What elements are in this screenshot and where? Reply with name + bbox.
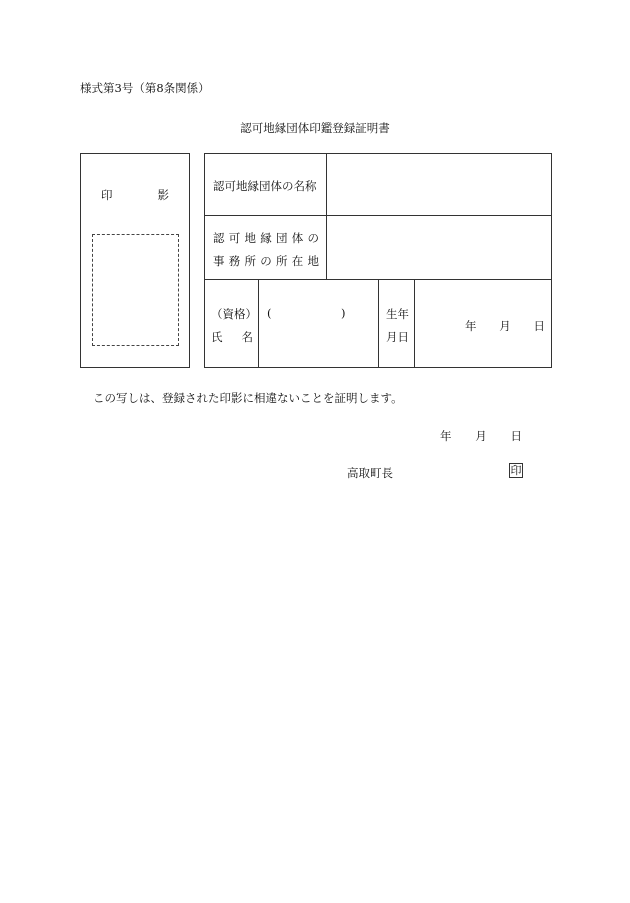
certification-statement: この写しは、登録された印影に相違ないことを証明します。 (93, 391, 403, 405)
issue-month-unit: 月 (475, 429, 487, 443)
qualification-label: （資格） (211, 307, 257, 321)
registration-info-table (204, 153, 552, 368)
office-address-value[interactable] (335, 240, 545, 258)
issuer-name: 高取町長 (347, 466, 393, 480)
office-label-line2: 事 務 所 の 所 在 地 (213, 254, 319, 268)
name-label: 氏 名 (211, 330, 253, 344)
name-value[interactable] (267, 329, 371, 347)
official-seal-mark: 印 (510, 464, 522, 477)
birth-day-unit: 日 (533, 319, 545, 333)
birth-year-unit: 年 (465, 319, 477, 333)
org-name-label: 認可地縁団体の名称 (213, 179, 317, 193)
seal-label-right: 影 (157, 188, 169, 202)
issue-date-field[interactable] (440, 428, 522, 444)
office-label-line1: 認 可 地 縁 団 体 の (213, 231, 319, 245)
qualification-close-paren: ) (341, 306, 346, 320)
birth-month-unit: 月 (499, 319, 511, 333)
issue-day-unit: 日 (510, 429, 522, 443)
name-value-divider (378, 279, 379, 367)
row-divider-1 (205, 215, 551, 216)
document-title: 認可地縁団体印鑑登録証明書 (240, 121, 390, 135)
seal-impression-area[interactable] (92, 234, 179, 346)
issue-year-unit: 年 (440, 429, 452, 443)
qualification-divider (258, 279, 259, 367)
birth-label-divider (414, 279, 415, 367)
birth-date-field[interactable] (465, 318, 545, 334)
seal-impression-label (81, 187, 189, 203)
birth-label-line1: 生年 (386, 307, 409, 321)
birth-label-line2: 月日 (386, 330, 409, 344)
form-number: 様式第3号（第8条関係） (80, 81, 210, 95)
seal-label-left: 印 (101, 188, 113, 202)
seal-impression-box (80, 153, 190, 368)
org-name-value[interactable] (335, 178, 545, 196)
qualification-open-paren: ( (267, 306, 272, 320)
label-column-divider (326, 154, 327, 279)
